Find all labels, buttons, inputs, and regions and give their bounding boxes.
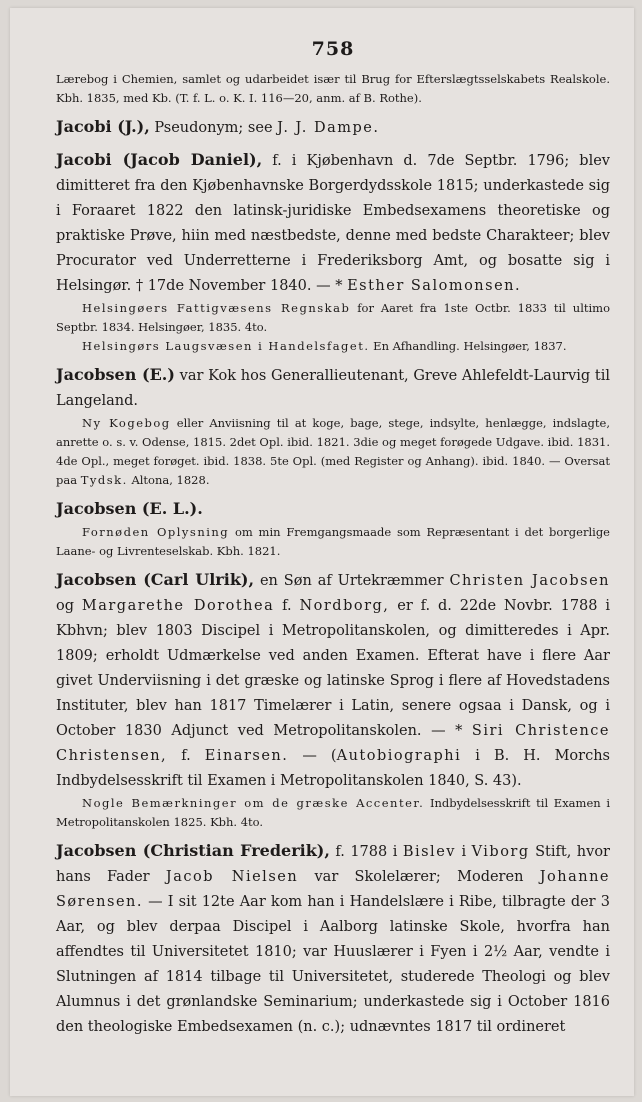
text-segment: og <box>56 598 82 614</box>
text-segment: — ( <box>288 748 337 764</box>
spaced-text: J. J. Dampe. <box>277 120 380 136</box>
text-segment: Pseudonym; see <box>149 120 278 136</box>
spaced-text: Nordborg, <box>299 598 390 614</box>
entry <box>56 362 610 490</box>
entry-paragraph <box>56 362 610 414</box>
spaced-text: Tydsk. <box>80 473 128 487</box>
entry-heading: Jacobi (Jacob Daniel), <box>56 150 263 169</box>
text-segment: var Skolelærer; Moderen <box>298 869 540 885</box>
entry-paragraph <box>56 838 610 1040</box>
text-segment: for Aaret fra 1ste Octbr. 1833 til ultimo Septbr. 1834. Helsingøer, 1835. 4to. <box>56 301 611 334</box>
text-segment: — I sit 12te Aar kom han i Handelslære i Ribe, tilbragte der 3 Aar, og blev derpaa Discipel i Aalborg latinske Skole, hvorfra han affendtes til Universitetet 1810; var Huuslærer i Fyen i 2½ Aar, vendte i Slutningen af 1814 tilbage til Universitetet, studerede Theologi og blev Alumnus i det grønlandske Seminarium; underkastede sig i October 1816 den theologiske Embedsexamen (n. c.); udnævntes 1817 til ordineret <box>56 894 610 1035</box>
spaced-text: Einarsen. <box>204 748 289 764</box>
bibliography-item <box>56 414 610 490</box>
book-page <box>10 8 634 1096</box>
spaced-text: Fornøden Oplysning <box>82 525 230 539</box>
entry-heading: Jacobi (J.), <box>56 117 150 136</box>
spaced-text: Bislev <box>402 844 456 860</box>
text-segment: f. 1788 i <box>329 844 403 860</box>
text-segment: f. i Kjøbenhavn d. 7de Septbr. 1796; blev dimitteret fra den Kjøbenhavnske Borgerdydsskole 1815; underkastede sig i Foraaret 1822 den latinsk-juridiske Embedsexamens theoretiske og praktiske Prøve, hiin med næstbedste, denne med bedste Charakteer; blev Procurator ved Underretterne i Frederiksborg Amt, og bosatte sig i Helsingør. † 17de November 1840. — * <box>56 153 611 294</box>
text-segment: Indbydelsesskrift til Examen i Metropolitanskolen 1825. Kbh. 4to. <box>56 796 610 829</box>
entry-paragraph <box>56 147 610 299</box>
bibliography-item <box>56 337 610 356</box>
entry <box>56 114 610 141</box>
bibliography-item <box>56 794 610 832</box>
entry <box>56 147 610 356</box>
text-segment: er f. d. 22de Novbr. 1788 i Kbhvn; blev 1803 Discipel i Metropolitanskolen, og dimitteredes i Apr. 1809; erholdt Udmærkelse ved anden Examen. Efterat have i flere Aar givet Underviisning i det græske og latinske Sprog i flere af Hovedstadens Instituter, blev han 1817 Timelærer i Latin, senere ogsaa i Dansk, og i October 1830 Adjunct ved Metropolitanskolen. — * <box>56 598 610 739</box>
entry <box>56 567 610 832</box>
entry-paragraph <box>56 114 610 141</box>
spaced-text: Esther Salomonsen. <box>347 278 522 294</box>
entry-paragraph <box>56 567 610 794</box>
entries-container <box>56 70 610 1040</box>
spaced-text: Ny Kogebog <box>82 416 171 430</box>
entry-heading: Jacobsen (Carl Ulrik), <box>56 570 255 589</box>
entry-paragraph <box>56 70 610 108</box>
text-segment: En Afhandling. Helsingøer, 1837. <box>369 339 567 353</box>
page-content <box>56 38 610 1046</box>
spaced-text: Jacob Nielsen <box>165 869 299 885</box>
text-segment: var Kok hos Generallieutenant, Greve Ahlefeldt-Laurvig til Langeland. <box>56 368 610 409</box>
spaced-text: Margarethe Dorothea <box>81 598 275 614</box>
spaced-text: Viborg <box>471 844 530 860</box>
bibliography-item <box>56 523 610 561</box>
text-segment: f. <box>274 598 300 614</box>
entry <box>56 496 610 561</box>
text-segment: Lærebog i Chemien, samlet og udarbeidet især til Brug for Efterslægtsselskabets Realskole. Kbh. 1835, med Kb. (T. f. L. o. K. I. 116—20, anm. af B. Rothe). <box>56 72 610 105</box>
text-segment: om min Fremgangsmaade som Repræsentant i det borgerlige Laane- og Livrenteselskab. Kbh. 1821. <box>56 525 610 558</box>
entry-heading: Jacobsen (E. L.). <box>56 499 203 518</box>
spaced-text: Siri Christence Christensen, <box>56 723 611 764</box>
entry <box>56 70 610 108</box>
entry <box>56 838 610 1040</box>
spaced-text: Autobiographi <box>336 748 462 764</box>
text-segment: en Søn af Urtekræmmer <box>254 573 450 589</box>
text-segment: i B. H. Morchs Indbydelsesskrift til Examen i Metropolitanskolen 1840, S. 43). <box>56 748 610 789</box>
text-segment: Stift, hvor hans Fader <box>56 844 610 885</box>
page-number: 758 <box>311 38 355 60</box>
spaced-text: Helsingørs Laugsvæsen i Handelsfaget. <box>82 339 370 353</box>
entry-paragraph <box>56 496 610 523</box>
spaced-text: Christen Jacobsen <box>449 573 610 589</box>
spaced-text: Helsingøers Fattigvæsens Regnskab <box>82 301 351 315</box>
text-segment: i <box>455 844 472 860</box>
entry-heading: Jacobsen (E.) <box>56 365 175 384</box>
entry-heading: Jacobsen (Christian Frederik), <box>56 841 330 860</box>
spaced-text: Johanne Sørensen. <box>56 869 611 910</box>
text-segment: f. <box>167 748 205 764</box>
bibliography-item <box>56 299 610 337</box>
text-segment: eller Anviisning til at koge, bage, stege, indsylte, henlægge, indslagte, anrette o. s. v. Odense, 1815. 2det Opl. ibid. 1821. 3die og meget forøgede Udgave. ibid. 1831. 4de Opl., meget forøget. ibid. 1838. 5te Opl. (med Register og Anhang). ibid. 1840. — Oversat paa <box>56 416 610 487</box>
spaced-text: Nogle Bemærkninger om de græske Accenter. <box>82 796 425 810</box>
text-segment: Altona, 1828. <box>127 473 210 487</box>
